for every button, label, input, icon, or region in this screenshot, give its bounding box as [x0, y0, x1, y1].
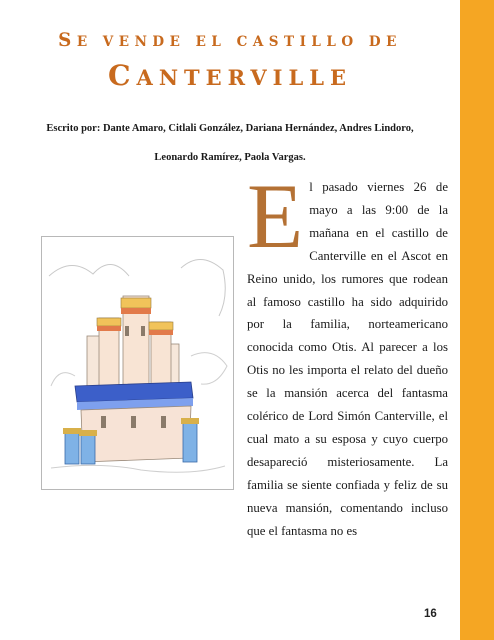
page-number: 16: [424, 608, 437, 620]
authors-line-1: Escrito por: Dante Amaro, Citlali González, Dariana Hernández, Andres Lindoro,: [46, 123, 414, 134]
title-line-2: CANTERVILLE: [107, 58, 353, 92]
authors-line-2: Leonardo Ramírez, Paola Vargas.: [154, 152, 306, 163]
article-body: [247, 165, 448, 543]
title-line-1: SE VENDE EL CASTILLO DE: [58, 30, 402, 51]
drop-cap: E: [247, 165, 304, 267]
castle-illustration: [41, 236, 234, 490]
side-accent-bar: [460, 0, 494, 640]
article-text: l pasado viernes 26 de mayo a las 9:00 de la mañana en el castillo de Canterville en el Ascot en Reino unido, los rumores que rodean al famoso castillo ha sido adquirido por la familia, norteamericano conocida como Otis. Al parecer a los Otis no les importa el relato del dueño se la mansión acerca del fantasma colérico de Lord Simón Canterville, el cual mato a su esposa y cuyo cuerpo desapareció misteriosamente. La familia se siente confiada y feliz de su nueva mansión, comentando incluso que el fantasma no es: [247, 180, 448, 538]
